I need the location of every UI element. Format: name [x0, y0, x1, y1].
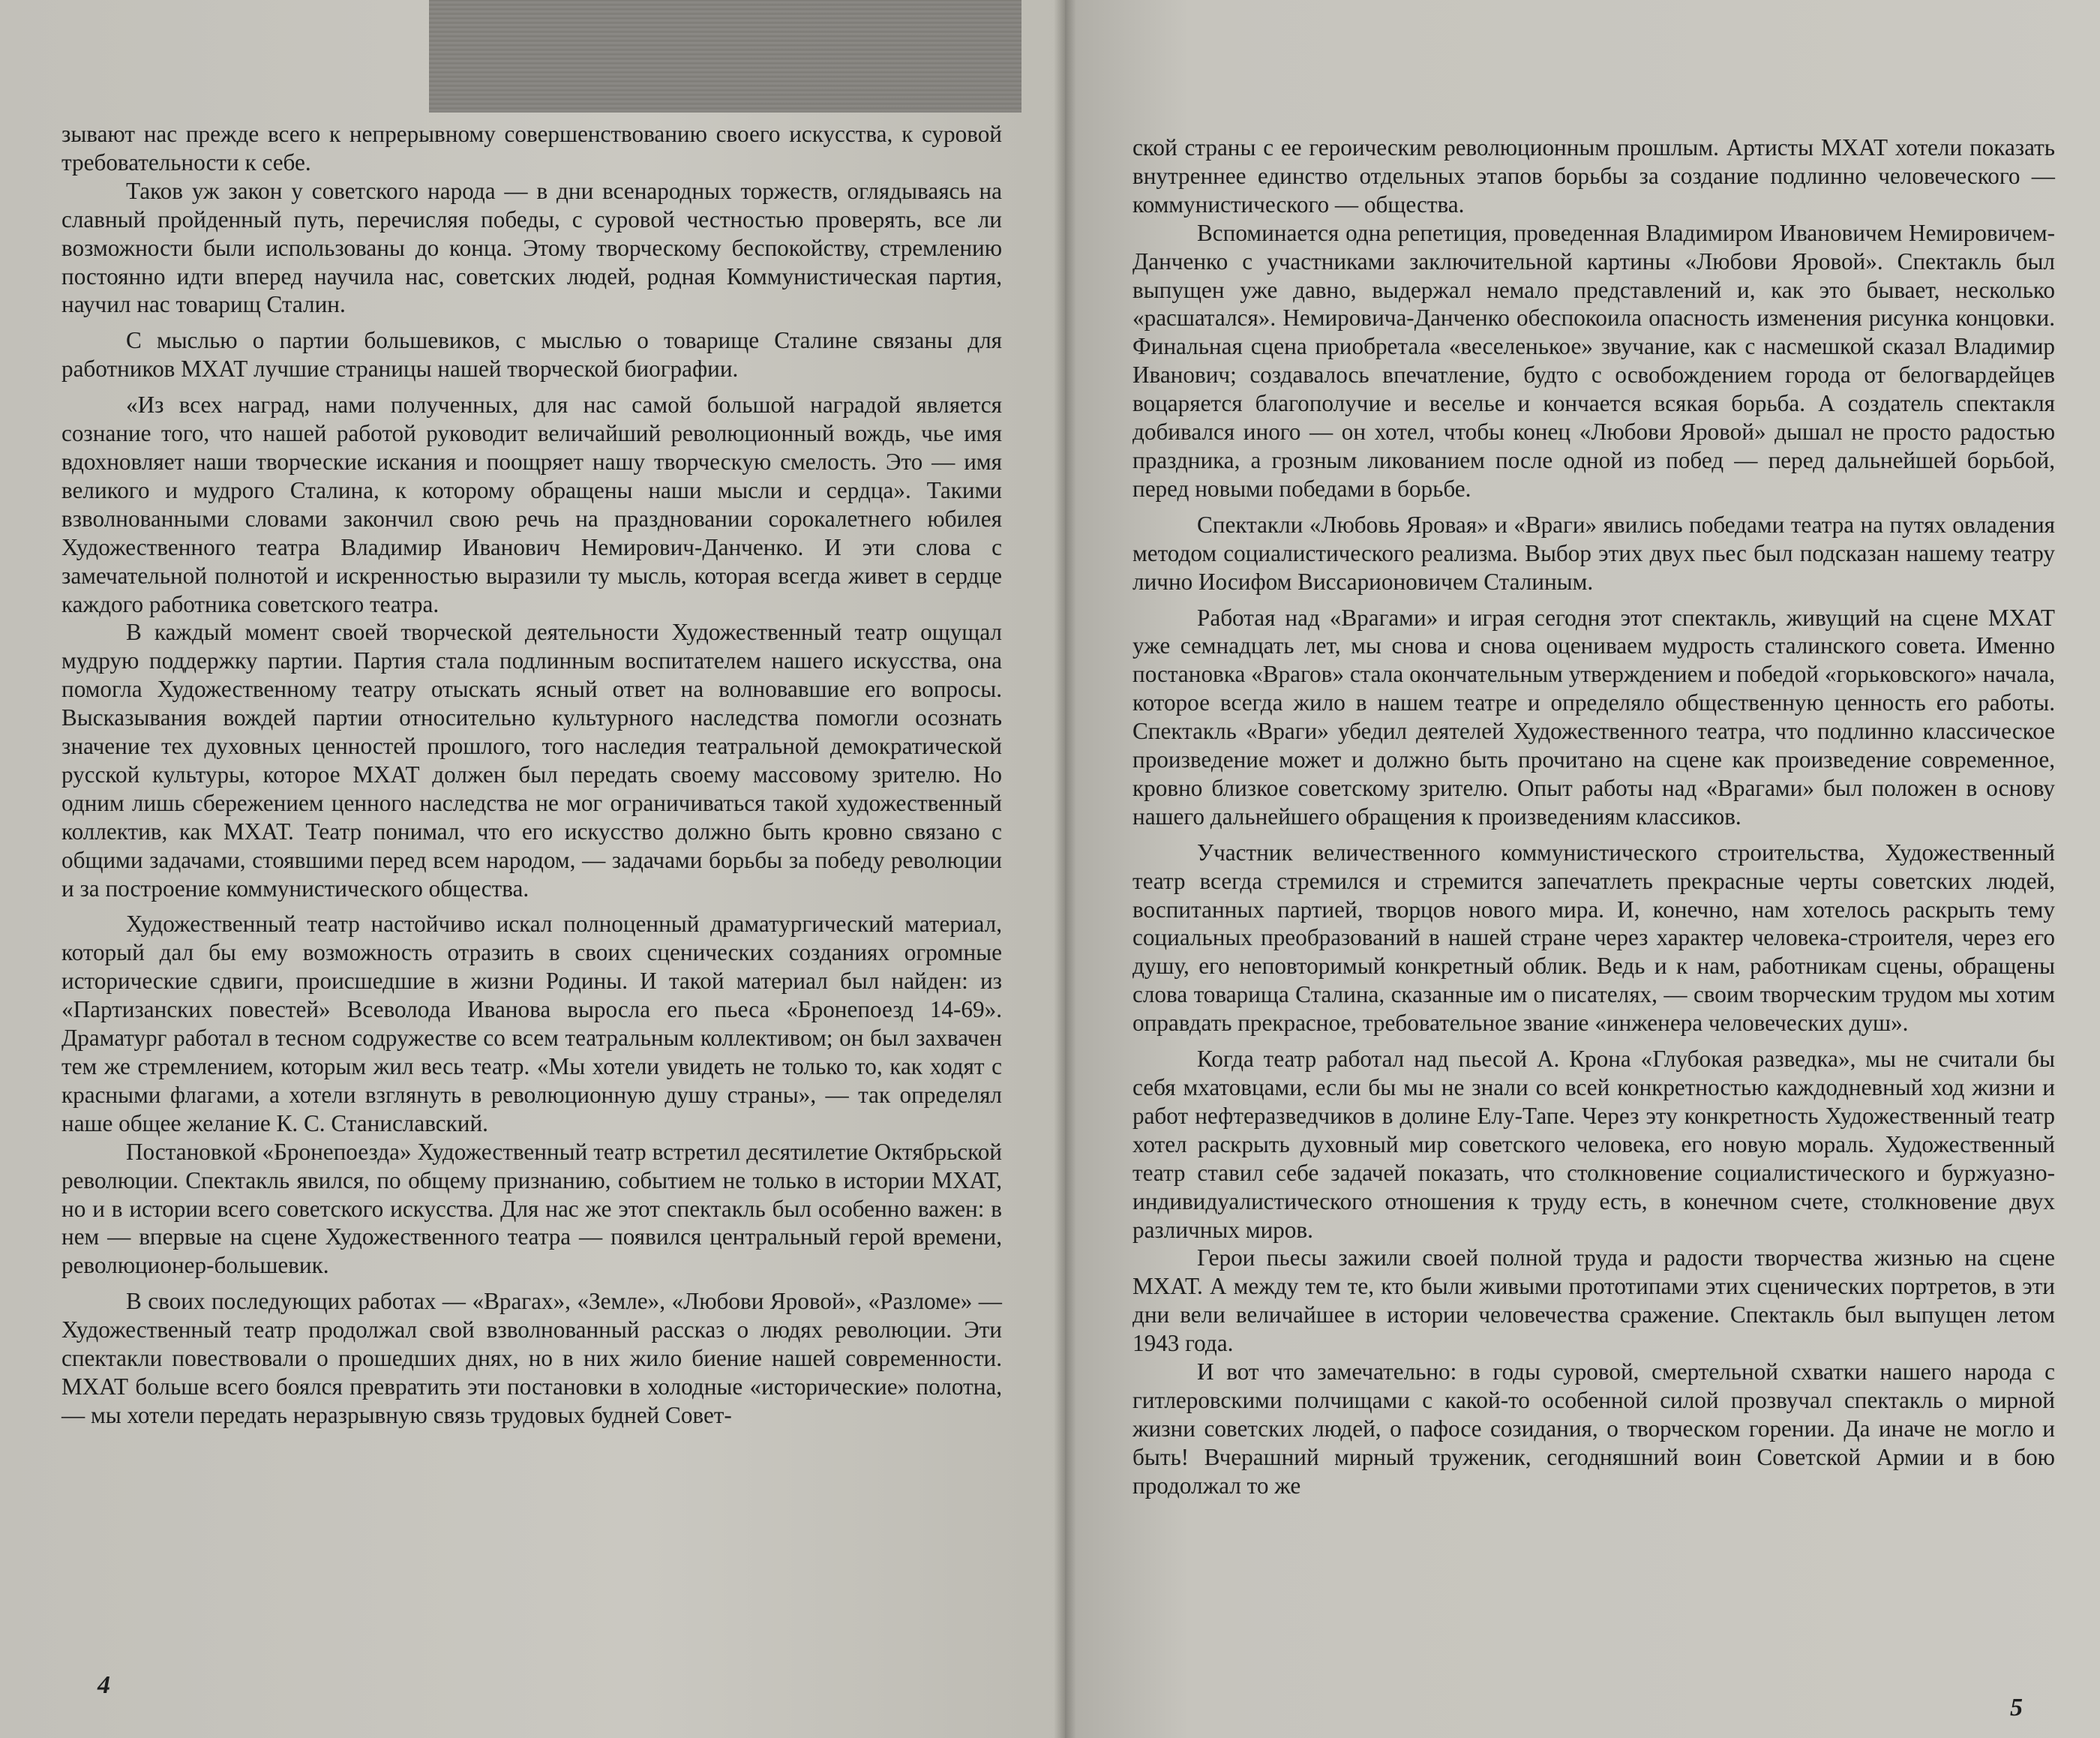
- paragraph: Герои пьесы зажили своей полной труда и радости творчества жизнью на сцене МХАТ. А между тем те, кто были живыми прототипами этих сценических портретов, в эти дни вели величайшее в истории человечества сражение. Спектакль был выпущен летом 1943 года.: [1132, 1244, 2055, 1357]
- paragraph: И вот что замечательно: в годы суровой, смертельной схватки нашего народа с гитлеровскими полчищами с какой-то особенной силой прозвучал спектакль о мирной жизни советских людей, о пафосе созидания, о творческом горении. Да иначе не могло и быть! Вчерашний мирный труженик, сегодняшний воин Советской Армии и в бою продолжал то же: [1132, 1358, 2055, 1499]
- paragraph: Когда театр работал над пьесой А. Крона «Глубокая разведка», мы не считали бы себя мхатовцами, если бы мы не знали со всей конкретностью каждодневный ход жизни и работ нефтеразведчиков в долине Елу-Тапе. Через эту конкретность Художественный театр хотел раскрыть духовный мир советского человека, его новую мораль. Художественный театр ставил себе задачей показать, что столкновение социалистического и буржуазно-индивидуалистического отношения к труду есть, в конечном счете, столкновение двух различных миров.: [1132, 1046, 2055, 1243]
- page-number-right: 5: [2010, 1694, 2023, 1721]
- paragraph: Работая над «Врагами» и играя сегодня этот спектакль, живущий на сцене МХАТ уже семнадцать лет, мы снова и снова оцениваем мудрость сталинского совета. Именно постановка «Врагов» стала окончательным утверждением и победой «горьковского» начала, которое всегда жило в нашем театре и определяло общественную ценность его работы. Спектакль «Враги» убедил деятелей Художественного театра, что подлинно классическое произведение может и должно быть прочитано на сцене как произведение современное, кровно близкое советскому зрителю. Опыт работы над «Врагами» был положен в основу нашего дальнейшего обращения к произведениям классиков.: [1132, 604, 2055, 830]
- paragraph: зывают нас прежде всего к непрерывному совершенствованию своего искусства, к суровой требовательности к себе.: [62, 121, 1002, 176]
- paragraph: «Из всех наград, нами полученных, для нас самой большой наградой является сознание того, что нашей работой руководит величайший революционный вождь, чье имя вдохновляет наши творческие искания и поощряет нашу творческую смелость. Это — имя великого и мудрого Сталина, к которому обращены наши мысли и сердца». Такими взволнованными словами закончил свою речь на праздновании сорокалетнего юбилея Художественного театра Владимир Иванович Немирович-Данченко. И эти слова с замечательной полнотой и искренностью выразили ту мысль, которая всегда живет в сердце каждого работника советского театра.: [62, 392, 1002, 617]
- paragraph: Участник величественного коммунистического строительства, Художественный театр всегда стремился и стремится запечатлеть прекрасные черты советских людей, воспитанных партией, творцов нового мира. И, конечно, нам хотелось раскрыть тему социальных преобразований в нашей стране через характер человека-строителя, через его душу, его неповторимый конкретный облик. Ведь и к нам, работникам сцены, обращены слова товарища Сталина, сказанные им о писателях, — своим творческим трудом мы хотим оправдать прекрасное, требовательное звание «инженера человеческих душ».: [1132, 839, 2055, 1037]
- paragraph: Спектакли «Любовь Яровая» и «Враги» явились победами театра на путях овладения методом социалистического реализма. Выбор этих двух пьес был подсказан нашему театру лично Иосифом Виссарионовичем Сталиным.: [1132, 511, 2055, 595]
- paragraph: Постановкой «Бронепоезда» Художественный театр встретил десятилетие Октябрьской революции. Спектакль явился, по общему признанию, событием не только в истории МХАТ, но и в истории всего советского искусства. Для нас же этот спектакль был особенно важен: в нем — впервые на сцене Художественного театра — появился центральный герой времени, революционер-большевик.: [62, 1138, 1002, 1279]
- left-page-text: [62, 120, 1002, 1430]
- paragraph: С мыслью о партии большевиков, с мыслью о товарище Сталине связаны для работников МХАТ лучшие страницы нашей творческой биографии.: [62, 327, 1002, 383]
- paragraph: Вспоминается одна репетиция, проведенная Владимиром Ивановичем Немировичем-Данченко с участниками заключительной картины «Любови Яровой». Спектакль был выпущен уже давно, выдержал немало представлений и, как это бывает, несколько «расшатался». Немировича-Данченко обеспокоила опасность изменения рисунка концовки. Финальная сцена приобретала «веселенькое» звучание, как с насмешкой сказал Владимир Иванович; создавалось впечатление, будто с освобождением города от белогвардейцев воцаряется благополучие и веселье и кончается всякая борьба. А создатель спектакля добивался иного — он хотел, чтобы конец «Любови Яровой» дышал не просто радостью праздника, а грозным ликованием после одной из побед — перед дальнейшей борьбой, перед новыми победами в борьбе.: [1132, 219, 2055, 502]
- page-number-left: 4: [98, 1671, 110, 1699]
- paragraph: ской страны с ее героическим революционным прошлым. Артисты МХАТ хотели показать внутреннее единство отдельных этапов борьбы за создание подлинно человеческого — коммунистического — общества.: [1132, 134, 2055, 218]
- right-page-text: [1132, 134, 2055, 1500]
- tape-strip: [429, 0, 1022, 113]
- paragraph: В каждый момент своей творческой деятельности Художественный театр ощущал мудрую поддержку партии. Партия стала подлинным воспитателем нашего искусства, она помогла Художественному театру отыскать ясный ответ на волновавшие его вопросы. Высказывания вождей партии относительно культурного наследства помогли осознать значение тех духовных ценностей прошлого, того наследия театральной демократической русской культуры, которое МХАТ должен был передать своему массовому зрителю. Но одним лишь сбережением ценного наследства не мог ограничиваться такой художественный коллектив, как МХАТ. Театр понимал, что его искусство должно быть кровно связано с общими задачами, стоявшими перед всем народом, — задачами борьбы за победу революции и за построение коммунистического общества.: [62, 619, 1002, 902]
- paragraph: Таков уж закон у советского народа — в дни всенародных торжеств, оглядываясь на славный пройденный путь, перечисляя победы, с суровой честностью проверять, все ли возможности были использованы до конца. Этому творческому беспокойству, стремлению постоянно идти вперед научила нас, советских людей, родная Коммунистическая партия, научил нас товарищ Сталин.: [62, 177, 1002, 318]
- book-gutter: [1054, 0, 1076, 1738]
- paragraph: В своих последующих работах — «Врагах», «Земле», «Любови Яровой», «Разломе» — Художественный театр продолжал свой взволнованный рассказ о людях революции. Эти спектакли повествовали о прошедших днях, но в них жило биение нашей современности. МХАТ больше всего боялся превратить эти постановки в холодные «исторические» полотна, — мы хотели передать неразрывную связь трудовых будней Совет-: [62, 1288, 1002, 1428]
- paragraph: Художественный театр настойчиво искал полноценный драматургический материал, который дал бы ему возможность отразить в своих сценических созданиях огромные исторические сдвиги, происшедшие в жизни Родины. И такой материал был найден: из «Партизанских повестей» Всеволода Иванова выросла его пьеса «Бронепоезд 14-69». Драматург работал в тесном содружестве со всем театральным коллективом; он был захвачен тем же стремлением, которым жил весь театр. «Мы хотели увидеть не только то, как ходят с красными флагами, а хотели взглянуть в революционную душу страны», — так определял наше общее желание К. С. Станиславский.: [62, 911, 1002, 1136]
